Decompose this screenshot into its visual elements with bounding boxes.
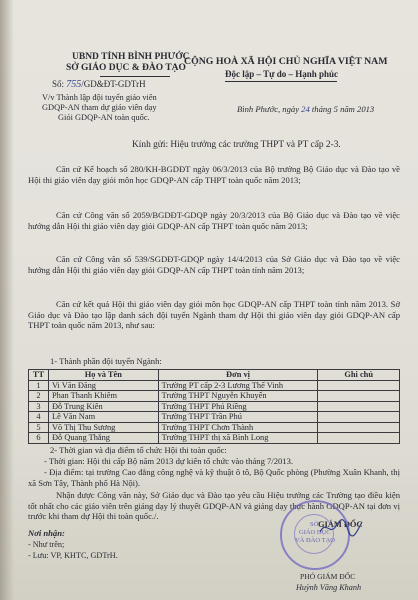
paragraph-4: Căn cứ kết quả Hội thi giáo viên dạy giỏi môn học GDQP-AN cấp THPT toàn tỉnh năm 2013. Sở Giáo dục và Đào tạo lập danh sách đội tuyển Ngành tham dự Hội thi giáo viên dạy giỏi GDQP-AN cấp THPT toàn quốc năm 2013, như sau: bbox=[28, 299, 400, 331]
date-prefix: Bình Phước, ngày bbox=[237, 104, 300, 114]
row-index: 5 bbox=[29, 422, 49, 433]
row-note bbox=[318, 433, 400, 444]
vice-director-title: PHÓ GIÁM ĐỐC bbox=[300, 572, 356, 581]
national-motto: Độc lập – Tự do – Hạnh phúc bbox=[225, 69, 339, 79]
row-index: 6 bbox=[29, 433, 49, 444]
stamp-text-1: SỞ bbox=[310, 521, 319, 528]
left-header-underline bbox=[100, 76, 170, 77]
row-unit: Trường PT cấp 2-3 Lương Thế Vinh bbox=[158, 380, 318, 391]
row-name: Vi Văn Đăng bbox=[48, 380, 158, 391]
number-prefix: Số: bbox=[52, 79, 65, 89]
subject-line-1: V/v Thành lập đội tuyển giáo viên bbox=[42, 93, 157, 102]
stamp-text-3: VÀ ĐÀO TẠO bbox=[295, 537, 335, 544]
handwritten-number: 755 bbox=[66, 79, 82, 90]
row-unit: Trường THPT thị xã Bình Long bbox=[158, 433, 318, 444]
director-title: GIÁM ĐỐC bbox=[318, 520, 363, 529]
section-1-heading: 1- Thành phần đội tuyển Ngành: bbox=[50, 356, 162, 366]
place-line: - Địa điểm: tại trường Cao đẳng công nghệ và kỹ thuật ô tô, Bộ Quốc phòng (Phường Xuân Khanh, thị xã Sơn Tây, Thành phố Hà Nội). bbox=[28, 467, 400, 488]
paragraph-1: Căn cứ Kế hoạch số 280/KH-BGDĐT ngày 06/3/2013 của Bộ trưởng Bộ Giáo dục và Đào tạo về Hội thi giáo viên dạy giỏi môn học GDQP-AN cấp THPT toàn quốc năm 2013; bbox=[28, 164, 400, 185]
recipient-line: Kính gửi: Hiệu trưởng các trường THPT và PT cấp 2-3. bbox=[132, 140, 341, 150]
recipients-title: Nơi nhận: bbox=[28, 528, 65, 538]
row-unit: Trường THPT Trần Phú bbox=[158, 412, 318, 423]
row-name: Phan Thanh Khiêm bbox=[48, 391, 158, 402]
stamp-text-2: GIÁO DỤC bbox=[299, 529, 331, 536]
row-note bbox=[318, 401, 400, 412]
date-suffix: tháng 5 năm 2013 bbox=[311, 104, 375, 114]
row-name: Đỗ Quang Thắng bbox=[48, 433, 158, 444]
row-note bbox=[318, 391, 400, 402]
row-unit: Trường THPT Phú Riềng bbox=[158, 401, 318, 412]
signer-name: Huỳnh Văng Khanh bbox=[296, 583, 362, 592]
number-suffix: /GD&ĐT-GDTrH bbox=[81, 79, 146, 89]
paragraph-3: Căn cứ Công văn số 539/SGDĐT-GDQP ngày 14/4/2013 của Sở Giáo dục và Đào tạo về việc hướng dẫn Hội thi giáo viên dạy giỏi GDQP-AN cấp THPT toàn tỉnh năm 2013; bbox=[28, 254, 400, 275]
closing-paragraph: Nhận được Công văn này, Sở Giáo dục và Đào tạo yêu cầu Hiệu trưởng các Trường tạo điều kiện tốt nhất cho các giáo viên trên giảng dạy lý thuyết GDQP-AN và giảng dạy thực hành GDQP-AN tại đơn vị trước khi tham dự Hội thi toàn quốc./. bbox=[28, 490, 400, 522]
row-name: Lê Văn Nam bbox=[48, 412, 158, 423]
table-row bbox=[29, 433, 400, 444]
document-number bbox=[52, 79, 146, 90]
row-index: 4 bbox=[29, 412, 49, 423]
right-header-underline bbox=[225, 81, 337, 82]
row-note bbox=[318, 422, 400, 433]
row-index: 3 bbox=[29, 401, 49, 412]
column-header-unit: Đơn vị bbox=[158, 370, 318, 381]
row-name: Đỗ Trung Kiên bbox=[48, 401, 158, 412]
table-header-row bbox=[29, 370, 400, 381]
table-row bbox=[29, 401, 400, 412]
column-header-note: Ghi chú bbox=[318, 370, 400, 381]
table-row bbox=[29, 422, 400, 433]
paragraph-2: Căn cứ Công văn số 2059/BGDĐT-GDQP ngày 20/3/2013 của Bộ Giáo dục và Đào tạo về việc hướng dẫn Hội thi giáo viên dạy giỏi GDQP-AN cấp THPT toàn quốc năm 2013; bbox=[28, 210, 400, 231]
recipient-item: - Như trên; bbox=[28, 540, 65, 549]
issue-date bbox=[237, 104, 374, 114]
row-name: Võ Thị Thu Sương bbox=[48, 422, 158, 433]
row-index: 2 bbox=[29, 391, 49, 402]
section-2-heading: 2- Thời gian và địa điểm tổ chức Hội thi toàn quốc: bbox=[50, 445, 227, 455]
row-index: 1 bbox=[29, 380, 49, 391]
row-note bbox=[318, 412, 400, 423]
column-header-index: TT bbox=[29, 370, 49, 381]
subject-line-3: Giỏi GDQP-AN toàn quốc. bbox=[58, 113, 150, 122]
subject-line-2: GDQP-AN tham dự giáo viên dạy bbox=[42, 103, 157, 112]
department-name: SỞ GIÁO DỤC & ĐÀO TẠO bbox=[66, 63, 186, 73]
row-note bbox=[318, 380, 400, 391]
row-unit: Trường THPT Chơn Thành bbox=[158, 422, 318, 433]
row-unit: Trường THPT Nguyễn Khuyến bbox=[158, 391, 318, 402]
column-header-name: Họ và Tên bbox=[48, 370, 158, 381]
handwritten-day: 24 bbox=[301, 104, 310, 114]
time-line: - Thời gian: Hội thi cấp Bộ năm 2013 dự kiến tổ chức vào tháng 7/2013. bbox=[44, 456, 294, 466]
table-row bbox=[29, 391, 400, 402]
agency-name: UBND TỈNH BÌNH PHƯỚC bbox=[72, 52, 190, 62]
national-title: CỘNG HOÀ XÃ HỘI CHỦ NGHĨA VIỆT NAM bbox=[184, 56, 388, 67]
team-table bbox=[28, 369, 400, 444]
recipient-item: - Lưu: VP, KHTC, GDTrH. bbox=[28, 551, 118, 560]
handwritten-signature bbox=[318, 516, 364, 538]
table-row bbox=[29, 380, 400, 391]
table-row bbox=[29, 412, 400, 423]
